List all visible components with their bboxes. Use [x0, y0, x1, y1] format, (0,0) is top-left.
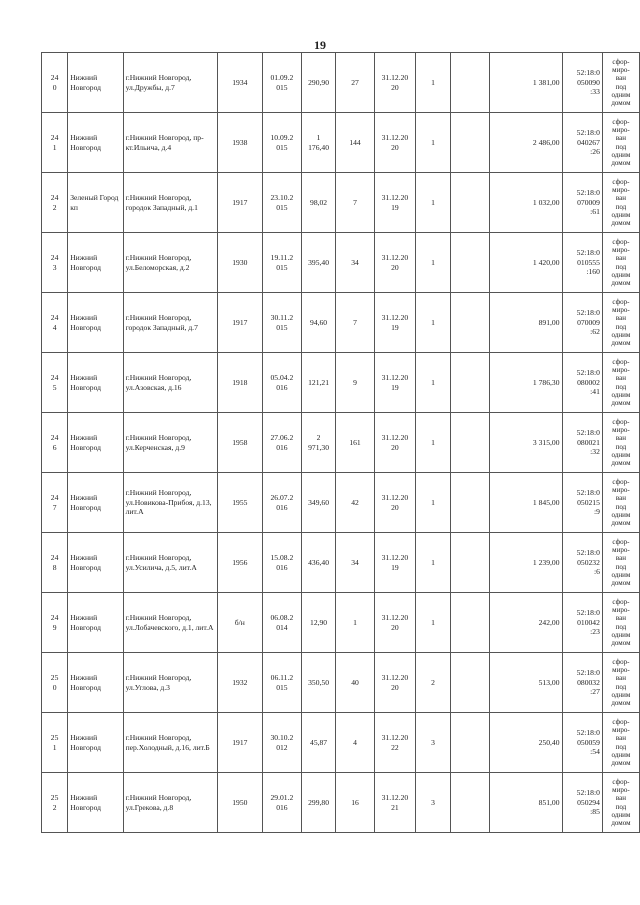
- address-cell: г.Нижний Новгород, ул.Дружбы, д.7: [123, 53, 217, 113]
- date-cell: 26.07.2 016: [262, 473, 301, 533]
- cadastral-number-cell: 52:18:0 010042 :23: [562, 593, 602, 653]
- table-row: [42, 593, 640, 653]
- area-cell: 290,90: [302, 53, 336, 113]
- empty-cell: [451, 533, 490, 593]
- cadastral-number-cell: 52:18:0 050232 :6: [562, 533, 602, 593]
- address-cell: г.Нижний Новгород, ул.Керченская, д.9: [123, 413, 217, 473]
- row-number: 25 2: [42, 773, 68, 833]
- date-cell: 30.10.2 012: [262, 713, 301, 773]
- build-year-cell: 1955: [217, 473, 262, 533]
- page-number: 19: [314, 38, 326, 52]
- settlement-cell: Нижний Новгород: [68, 713, 123, 773]
- cost-cell: 1 420,00: [489, 233, 562, 293]
- address-cell: г.Нижний Новгород, ул.Азовская, д.16: [123, 353, 217, 413]
- count-cell: 16: [336, 773, 375, 833]
- table-row: [42, 53, 640, 113]
- cost-cell: 1 032,00: [489, 173, 562, 233]
- cost-cell: 1 786,30: [489, 353, 562, 413]
- category-cell: 1: [415, 173, 450, 233]
- land-note-cell: сфор- миро- ван под одним домом: [602, 533, 639, 593]
- empty-cell: [451, 173, 490, 233]
- count-cell: 4: [336, 713, 375, 773]
- count-cell: 161: [336, 413, 375, 473]
- land-note-cell: сфор- миро- ван под одним домом: [602, 173, 639, 233]
- settlement-cell: Нижний Новгород: [68, 653, 123, 713]
- build-year-cell: 1932: [217, 653, 262, 713]
- area-cell: 395,40: [302, 233, 336, 293]
- count-cell: 40: [336, 653, 375, 713]
- land-note-cell: сфор- миро- ван под одним домом: [602, 53, 639, 113]
- build-year-cell: 1956: [217, 533, 262, 593]
- cadastral-number-cell: 52:18:0 050215 :9: [562, 473, 602, 533]
- table-row: [42, 533, 640, 593]
- address-cell: г.Нижний Новгород, ул.Усилича, д.5, лит.А: [123, 533, 217, 593]
- settlement-cell: Нижний Новгород: [68, 113, 123, 173]
- category-cell: 3: [415, 713, 450, 773]
- table-row: [42, 233, 640, 293]
- area-cell: 121,21: [302, 353, 336, 413]
- date-cell: 01.09.2 015: [262, 53, 301, 113]
- category-cell: 2: [415, 653, 450, 713]
- land-note-cell: сфор- миро- ван под одним домом: [602, 413, 639, 473]
- cadastral-number-cell: 52:18:0 010555 :160: [562, 233, 602, 293]
- row-number: 24 8: [42, 533, 68, 593]
- cost-cell: 513,00: [489, 653, 562, 713]
- table-row: [42, 653, 640, 713]
- settlement-cell: Зеленый Город кп: [68, 173, 123, 233]
- cost-cell: 2 486,00: [489, 113, 562, 173]
- empty-cell: [451, 293, 490, 353]
- area-cell: 436,40: [302, 533, 336, 593]
- cost-cell: 851,00: [489, 773, 562, 833]
- category-cell: 3: [415, 773, 450, 833]
- table-row: [42, 713, 640, 773]
- date-cell: 05.04.2 016: [262, 353, 301, 413]
- category-cell: 1: [415, 113, 450, 173]
- settlement-cell: Нижний Новгород: [68, 353, 123, 413]
- table-row: [42, 773, 640, 833]
- area-cell: 94,60: [302, 293, 336, 353]
- category-cell: 1: [415, 293, 450, 353]
- date-cell: 27.06.2 016: [262, 413, 301, 473]
- build-year-cell: 1938: [217, 113, 262, 173]
- table-row: [42, 473, 640, 533]
- deadline-cell: 31.12.20 20: [375, 113, 416, 173]
- date-cell: 23.10.2 015: [262, 173, 301, 233]
- category-cell: 1: [415, 353, 450, 413]
- area-cell: 45,87: [302, 713, 336, 773]
- settlement-cell: Нижний Новгород: [68, 773, 123, 833]
- build-year-cell: 1934: [217, 53, 262, 113]
- empty-cell: [451, 53, 490, 113]
- date-cell: 10.09.2 015: [262, 113, 301, 173]
- build-year-cell: 1958: [217, 413, 262, 473]
- row-number: 24 7: [42, 473, 68, 533]
- area-cell: 299,80: [302, 773, 336, 833]
- area-cell: 98,02: [302, 173, 336, 233]
- build-year-cell: 1950: [217, 773, 262, 833]
- settlement-cell: Нижний Новгород: [68, 473, 123, 533]
- empty-cell: [451, 113, 490, 173]
- date-cell: 06.11.2 015: [262, 653, 301, 713]
- address-cell: г.Нижний Новгород, ул.Углова, д.3: [123, 653, 217, 713]
- cost-cell: 891,00: [489, 293, 562, 353]
- address-cell: г.Нижний Новгород, ул.Лобачевского, д.1, лит.А: [123, 593, 217, 653]
- cadastral-number-cell: 52:18:0 050294 :85: [562, 773, 602, 833]
- cost-cell: 250,40: [489, 713, 562, 773]
- deadline-cell: 31.12.20 19: [375, 533, 416, 593]
- cost-cell: 242,00: [489, 593, 562, 653]
- table-row: [42, 173, 640, 233]
- settlement-cell: Нижний Новгород: [68, 593, 123, 653]
- category-cell: 1: [415, 413, 450, 473]
- area-cell: 1 176,40: [302, 113, 336, 173]
- empty-cell: [451, 353, 490, 413]
- cadastral-number-cell: 52:18:0 050090 :33: [562, 53, 602, 113]
- address-cell: г.Нижний Новгород, ул.Беломорская, д.2: [123, 233, 217, 293]
- date-cell: 30.11.2 015: [262, 293, 301, 353]
- cost-cell: 3 315,00: [489, 413, 562, 473]
- row-number: 25 0: [42, 653, 68, 713]
- cost-cell: 1 845,00: [489, 473, 562, 533]
- table-row: [42, 353, 640, 413]
- count-cell: 9: [336, 353, 375, 413]
- land-note-cell: сфор- миро- ван под одним домом: [602, 113, 639, 173]
- empty-cell: [451, 773, 490, 833]
- cost-cell: 1 239,00: [489, 533, 562, 593]
- empty-cell: [451, 593, 490, 653]
- row-number: 24 5: [42, 353, 68, 413]
- settlement-cell: Нижний Новгород: [68, 233, 123, 293]
- settlement-cell: Нижний Новгород: [68, 53, 123, 113]
- deadline-cell: 31.12.20 20: [375, 53, 416, 113]
- cadastral-number-cell: 52:18:0 070009 :61: [562, 173, 602, 233]
- settlement-cell: Нижний Новгород: [68, 293, 123, 353]
- row-number: 24 4: [42, 293, 68, 353]
- row-number: 24 2: [42, 173, 68, 233]
- land-note-cell: сфор- миро- ван под одним домом: [602, 473, 639, 533]
- row-number: 24 6: [42, 413, 68, 473]
- table-row: [42, 413, 640, 473]
- count-cell: 1: [336, 593, 375, 653]
- cost-cell: 1 381,00: [489, 53, 562, 113]
- address-cell: г.Нижний Новгород, пр-кт.Ильича, д.4: [123, 113, 217, 173]
- count-cell: 34: [336, 533, 375, 593]
- land-note-cell: сфор- миро- ван под одним домом: [602, 293, 639, 353]
- deadline-cell: 31.12.20 21: [375, 773, 416, 833]
- build-year-cell: 1918: [217, 353, 262, 413]
- empty-cell: [451, 233, 490, 293]
- address-cell: г.Нижний Новгород, городок Западный, д.1: [123, 173, 217, 233]
- deadline-cell: 31.12.20 20: [375, 473, 416, 533]
- cadastral-number-cell: 52:18:0 080021 :32: [562, 413, 602, 473]
- cadastral-number-cell: 52:18:0 040267 :26: [562, 113, 602, 173]
- deadline-cell: 31.12.20 19: [375, 353, 416, 413]
- area-cell: 350,50: [302, 653, 336, 713]
- row-number: 24 9: [42, 593, 68, 653]
- build-year-cell: 1917: [217, 173, 262, 233]
- count-cell: 7: [336, 293, 375, 353]
- category-cell: 1: [415, 233, 450, 293]
- table-row: [42, 113, 640, 173]
- category-cell: 1: [415, 53, 450, 113]
- category-cell: 1: [415, 533, 450, 593]
- table-row: [42, 293, 640, 353]
- land-note-cell: сфор- миро- ван под одним домом: [602, 773, 639, 833]
- settlement-cell: Нижний Новгород: [68, 413, 123, 473]
- row-number: 24 1: [42, 113, 68, 173]
- land-note-cell: сфор- миро- ван под одним домом: [602, 593, 639, 653]
- category-cell: 1: [415, 593, 450, 653]
- row-number: 25 1: [42, 713, 68, 773]
- build-year-cell: 1917: [217, 713, 262, 773]
- empty-cell: [451, 713, 490, 773]
- row-number: 24 0: [42, 53, 68, 113]
- count-cell: 42: [336, 473, 375, 533]
- count-cell: 7: [336, 173, 375, 233]
- land-note-cell: сфор- миро- ван под одним домом: [602, 653, 639, 713]
- row-number: 24 3: [42, 233, 68, 293]
- land-note-cell: сфор- миро- ван под одним домом: [602, 713, 639, 773]
- build-year-cell: 1930: [217, 233, 262, 293]
- build-year-cell: б/н: [217, 593, 262, 653]
- date-cell: 19.11.2 015: [262, 233, 301, 293]
- cadastral-number-cell: 52:18:0 070009 :62: [562, 293, 602, 353]
- empty-cell: [451, 653, 490, 713]
- deadline-cell: 31.12.20 20: [375, 653, 416, 713]
- deadline-cell: 31.12.20 19: [375, 173, 416, 233]
- area-cell: 12,90: [302, 593, 336, 653]
- count-cell: 144: [336, 113, 375, 173]
- land-note-cell: сфор- миро- ван под одним домом: [602, 233, 639, 293]
- deadline-cell: 31.12.20 20: [375, 233, 416, 293]
- cadastral-number-cell: 52:18:0 080032 :27: [562, 653, 602, 713]
- deadline-cell: 31.12.20 19: [375, 293, 416, 353]
- settlement-cell: Нижний Новгород: [68, 533, 123, 593]
- cadastral-number-cell: 52:18:0 080002 :41: [562, 353, 602, 413]
- cadastral-number-cell: 52:18:0 050059 :54: [562, 713, 602, 773]
- address-cell: г.Нижний Новгород, ул.Грекова, д.8: [123, 773, 217, 833]
- land-note-cell: сфор- миро- ван под одним домом: [602, 353, 639, 413]
- date-cell: 06.08.2 014: [262, 593, 301, 653]
- address-cell: г.Нижний Новгород, пер.Холодный, д.16, лит.Б: [123, 713, 217, 773]
- deadline-cell: 31.12.20 20: [375, 413, 416, 473]
- address-cell: г.Нижний Новгород, городок Западный, д.7: [123, 293, 217, 353]
- count-cell: 27: [336, 53, 375, 113]
- empty-cell: [451, 473, 490, 533]
- area-cell: 349,60: [302, 473, 336, 533]
- date-cell: 29.01.2 016: [262, 773, 301, 833]
- count-cell: 34: [336, 233, 375, 293]
- housing-table: [41, 52, 640, 833]
- address-cell: г.Нижний Новгород, ул.Новикова-Прибоя, д.13, лит.А: [123, 473, 217, 533]
- deadline-cell: 31.12.20 20: [375, 593, 416, 653]
- date-cell: 15.08.2 016: [262, 533, 301, 593]
- deadline-cell: 31.12.20 22: [375, 713, 416, 773]
- area-cell: 2 971,30: [302, 413, 336, 473]
- category-cell: 1: [415, 473, 450, 533]
- empty-cell: [451, 413, 490, 473]
- build-year-cell: 1917: [217, 293, 262, 353]
